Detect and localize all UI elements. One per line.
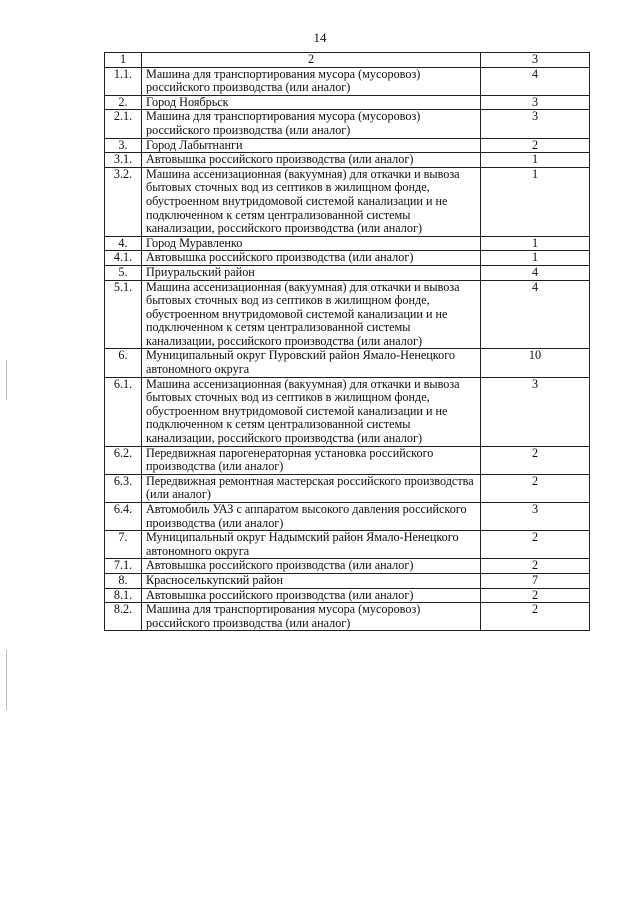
table-row [105, 167, 590, 236]
row-name: Красноселькупский район [142, 573, 481, 588]
row-name: Город Ноябрьск [142, 95, 481, 110]
row-name: Машина ассенизационная (вакуумная) для откачки и вывоза бытовых сточных вод из септиков в жилищном фонде, обустроенном внутридомовой системой канализации и не подключенном к сетям централизованной системы канализации, российского производства (или аналог) [142, 377, 481, 446]
row-name: Машина ассенизационная (вакуумная) для откачки и вывоза бытовых сточных вод из септиков в жилищном фонде, обустроенном внутридомовой системой канализации и не подключенном к сетям централизованной системы канализации, российского производства (или аналог) [142, 280, 481, 349]
row-name: Муниципальный округ Пуровский район Ямало-Ненецкого автономного округа [142, 349, 481, 377]
row-quantity: 2 [481, 474, 590, 502]
header-col-2: 2 [142, 53, 481, 68]
table-row [105, 474, 590, 502]
row-number: 8.1. [105, 588, 142, 603]
row-name: Машина ассенизационная (вакуумная) для откачки и вывоза бытовых сточных вод из септиков в жилищном фонде, обустроенном внутридомовой системой канализации и не подключенном к сетям централизованной системы канализации, российского производства (или аналог) [142, 167, 481, 236]
row-quantity: 3 [481, 95, 590, 110]
table-row [105, 251, 590, 266]
row-number: 1.1. [105, 67, 142, 95]
row-number: 5.1. [105, 280, 142, 349]
table-row [105, 559, 590, 574]
row-name: Автомобиль УАЗ с аппаратом высокого давления российского производства (или аналог) [142, 503, 481, 531]
row-name: Автовышка российского производства (или аналог) [142, 251, 481, 266]
table-row [105, 265, 590, 280]
row-number: 2.1. [105, 110, 142, 138]
table-row [105, 67, 590, 95]
row-quantity: 4 [481, 265, 590, 280]
table-row [105, 110, 590, 138]
row-quantity: 3 [481, 503, 590, 531]
row-name: Передвижная ремонтная мастерская российского производства (или аналог) [142, 474, 481, 502]
row-quantity: 2 [481, 603, 590, 631]
row-number: 8. [105, 573, 142, 588]
row-name: Муниципальный округ Надымский район Ямало-Ненецкого автономного округа [142, 531, 481, 559]
row-quantity: 2 [481, 531, 590, 559]
row-quantity: 2 [481, 588, 590, 603]
row-quantity: 1 [481, 251, 590, 266]
table-row [105, 153, 590, 168]
row-number: 7.1. [105, 559, 142, 574]
table-row [105, 503, 590, 531]
row-number: 4.1. [105, 251, 142, 266]
row-name: Город Лабытнанги [142, 138, 481, 153]
table-row [105, 603, 590, 631]
header-col-1: 1 [105, 53, 142, 68]
table-row [105, 349, 590, 377]
row-name: Приуральский район [142, 265, 481, 280]
row-number: 2. [105, 95, 142, 110]
table-row [105, 588, 590, 603]
binding-margin-mark [6, 650, 7, 710]
equipment-table [104, 52, 590, 631]
row-name: Город Муравленко [142, 236, 481, 251]
row-number: 8.2. [105, 603, 142, 631]
row-number: 7. [105, 531, 142, 559]
header-col-3: 3 [481, 53, 590, 68]
row-number: 6.1. [105, 377, 142, 446]
row-quantity: 3 [481, 110, 590, 138]
row-name: Автовышка российского производства (или аналог) [142, 153, 481, 168]
row-quantity: 4 [481, 67, 590, 95]
row-name: Передвижная парогенераторная установка российского производства (или аналог) [142, 446, 481, 474]
row-quantity: 2 [481, 138, 590, 153]
row-quantity: 2 [481, 559, 590, 574]
row-number: 6. [105, 349, 142, 377]
row-number: 4. [105, 236, 142, 251]
row-number: 3.2. [105, 167, 142, 236]
row-quantity: 4 [481, 280, 590, 349]
row-name: Машина для транспортирования мусора (мусоровоз) российского производства (или аналог) [142, 603, 481, 631]
row-quantity: 7 [481, 573, 590, 588]
table-row [105, 377, 590, 446]
row-quantity: 2 [481, 446, 590, 474]
row-number: 3.1. [105, 153, 142, 168]
row-name: Автовышка российского производства (или аналог) [142, 588, 481, 603]
table-row [105, 446, 590, 474]
row-number: 3. [105, 138, 142, 153]
row-quantity: 1 [481, 153, 590, 168]
table-header-row [105, 53, 590, 68]
row-number: 6.2. [105, 446, 142, 474]
row-name: Машина для транспортирования мусора (мусоровоз) российского производства (или аналог) [142, 110, 481, 138]
row-number: 5. [105, 265, 142, 280]
table-row [105, 95, 590, 110]
table-row [105, 138, 590, 153]
row-name: Машина для транспортирования мусора (мусоровоз) российского производства (или аналог) [142, 67, 481, 95]
table-row [105, 573, 590, 588]
row-quantity: 3 [481, 377, 590, 446]
row-quantity: 10 [481, 349, 590, 377]
page-number: 14 [313, 30, 327, 45]
row-number: 6.3. [105, 474, 142, 502]
row-number: 6.4. [105, 503, 142, 531]
table-row [105, 531, 590, 559]
table-row [105, 280, 590, 349]
table-row [105, 236, 590, 251]
row-name: Автовышка российского производства (или аналог) [142, 559, 481, 574]
row-quantity: 1 [481, 167, 590, 236]
binding-margin-mark [6, 360, 7, 400]
row-quantity: 1 [481, 236, 590, 251]
